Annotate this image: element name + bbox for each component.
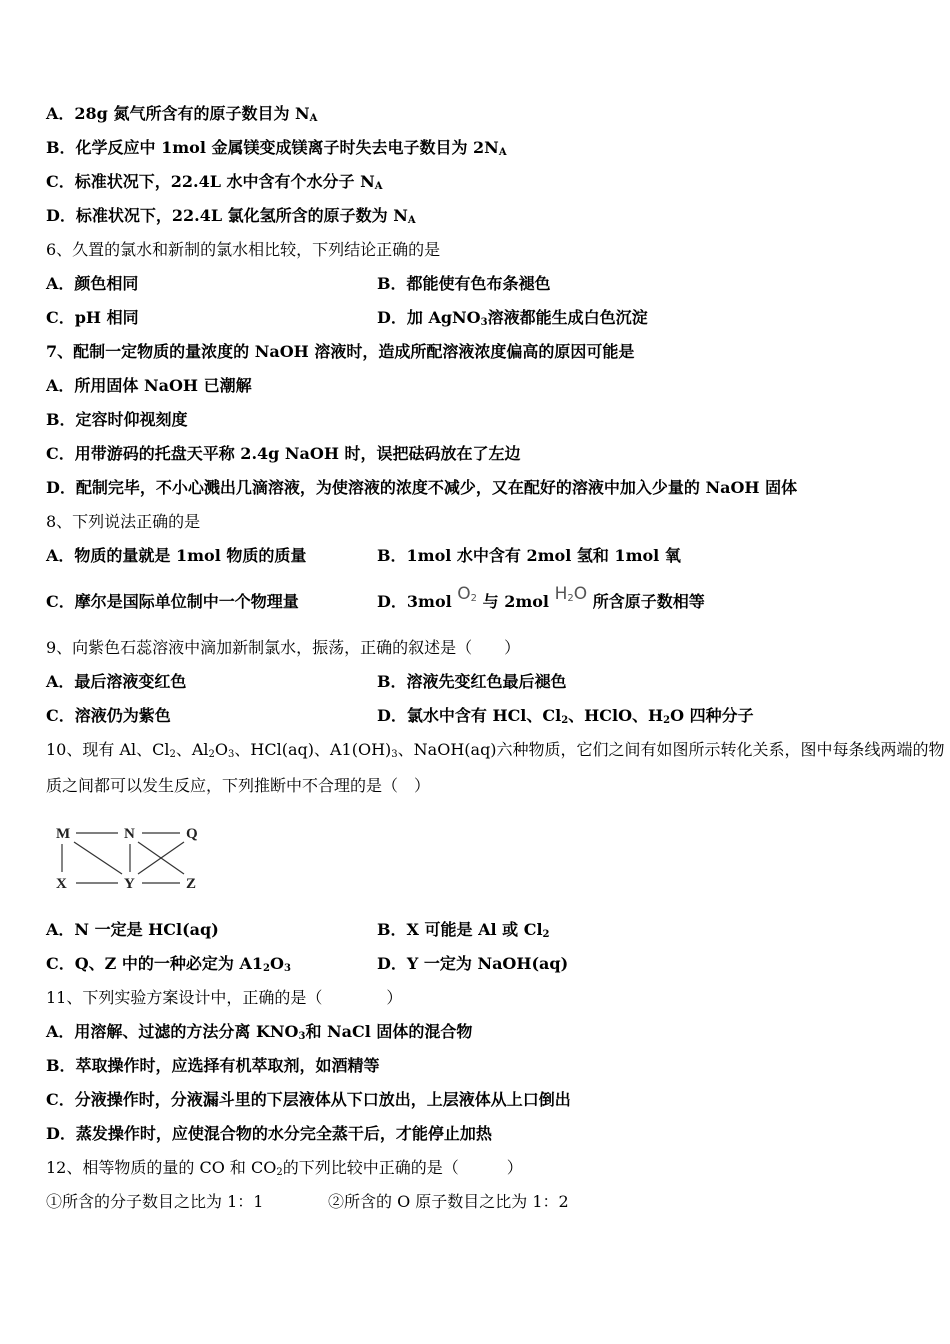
q10-stem-line2: 质之间都可以发生反应，下列推断中不合理的是（ ） (46, 776, 431, 795)
q10-option-a: A．N 一定是 HCl(aq) (46, 920, 219, 939)
o2-formula-image: $O_2$ (457, 584, 478, 604)
q8-option-b: B．1mol 水中含有 2mol 氢和 1mol 氧 (377, 546, 681, 565)
edge-m-y (74, 842, 122, 874)
h2o-formula-image: $H_2O$ (554, 584, 588, 604)
q5-option-c: C．标准状况下，22.4L 水中含有个水分子 $N_A$ (46, 172, 383, 192)
q8-option-a: A．物质的量就是 1mol 物质的质量 (46, 546, 307, 565)
q5-option-b: B．化学反应中 1mol 金属镁变成镁离子时失去电子数目为 $2N_A$ (46, 138, 507, 158)
q10-option-c: C．Q、Z 中的一种必定为 $A1_2O_3$ (46, 954, 291, 974)
q9-stem: 9、向紫色石蕊溶液中滴加新制氯水，振荡，正确的叙述是（ ） (46, 638, 521, 657)
q10-option-d: D．Y 一定为 NaOH(aq) (377, 954, 569, 973)
q10-option-b: B．X 可能是 Al 或 $Cl_2$ (377, 920, 550, 940)
q9-option-a: A．最后溶液变红色 (46, 672, 187, 691)
q12-stem: 12、相等物质的量的 CO 和 $CO_2$的下列比较中正确的是（ ） (46, 1158, 523, 1178)
q8-stem: 8、下列说法正确的是 (46, 512, 201, 531)
q11-option-a: A．用溶解、过滤的方法分离 $KNO_3$和 NaCl 固体的混合物 (46, 1022, 473, 1042)
q7-option-b: B．定容时仰视刻度 (46, 410, 188, 429)
node-y: Y (124, 876, 135, 892)
q7-option-c: C．用带游码的托盘天平称 2.4g NaOH 时，误把砝码放在了左边 (46, 444, 521, 463)
q5-option-a: A．28g 氮气所含有的原子数目为 $N_A$ (46, 104, 318, 124)
q10-stem-line1: 10、现有 Al、$Cl_2$、$Al_2O_3$、HCl(aq)、$A1(OH)_3$、NaOH(aq)六种物质，它们之间有如图所示转化关系，图中每条线两端的物 (46, 740, 945, 760)
q5-option-d: D．标准状况下，22.4L 氯化氢所含的原子数为 $N_A$ (46, 206, 416, 226)
q6-option-c: C．pH 相同 (46, 308, 139, 327)
q9-option-d: D．氯水中含有 HCl、$Cl_2$、HClO、$H_2O$ 四种分子 (377, 706, 754, 726)
q11-option-c: C．分液操作时，分液漏斗里的下层液体从下口放出，上层液体从上口倒出 (46, 1090, 571, 1109)
q8-option-d: D．3mol $O_2$ 与 2mol $H_2O$ 所含原子数相等 (377, 584, 705, 611)
q6-option-b: B．都能使有色布条褪色 (377, 274, 551, 293)
q12-item-2: ②所含的 O 原子数目之比为 1：2 (328, 1192, 569, 1211)
reaction-network-diagram (52, 822, 212, 894)
node-m: M (56, 826, 71, 842)
q7-option-d: D．配制完毕，不小心溅出几滴溶液，为使溶液的浓度不减少，又在配好的溶液中加入少量的 NaOH 固体 (46, 478, 798, 497)
node-q: Q (186, 826, 198, 842)
q7-stem: 7、配制一定物质的量浓度的 NaOH 溶液时，造成所配溶液浓度偏高的原因可能是 (46, 342, 635, 361)
q6-stem: 6、久置的氯水和新制的氯水相比较，下列结论正确的是 (46, 240, 441, 259)
q6-option-a: A．颜色相同 (46, 274, 139, 293)
q11-option-b: B．萃取操作时，应选择有机萃取剂，如酒精等 (46, 1056, 380, 1075)
q6-option-d: D．加 AgNO$_3$溶液都能生成白色沉淀 (377, 308, 648, 328)
q7-option-a: A．所用固体 NaOH 已潮解 (46, 376, 252, 395)
q11-stem: 11、下列实验方案设计中，正确的是（ ） (46, 988, 403, 1007)
q9-option-c: C．溶液仍为紫色 (46, 706, 171, 725)
q9-option-b: B．溶液先变红色最后褪色 (377, 672, 567, 691)
node-x: X (56, 876, 67, 892)
node-n: N (124, 826, 135, 842)
q11-option-d: D．蒸发操作时，应使混合物的水分完全蒸干后，才能停止加热 (46, 1124, 492, 1143)
node-z: Z (186, 876, 197, 892)
q8-option-c: C．摩尔是国际单位制中一个物理量 (46, 592, 299, 611)
q12-item-1: ①所含的分子数目之比为 1：1 (46, 1192, 264, 1211)
